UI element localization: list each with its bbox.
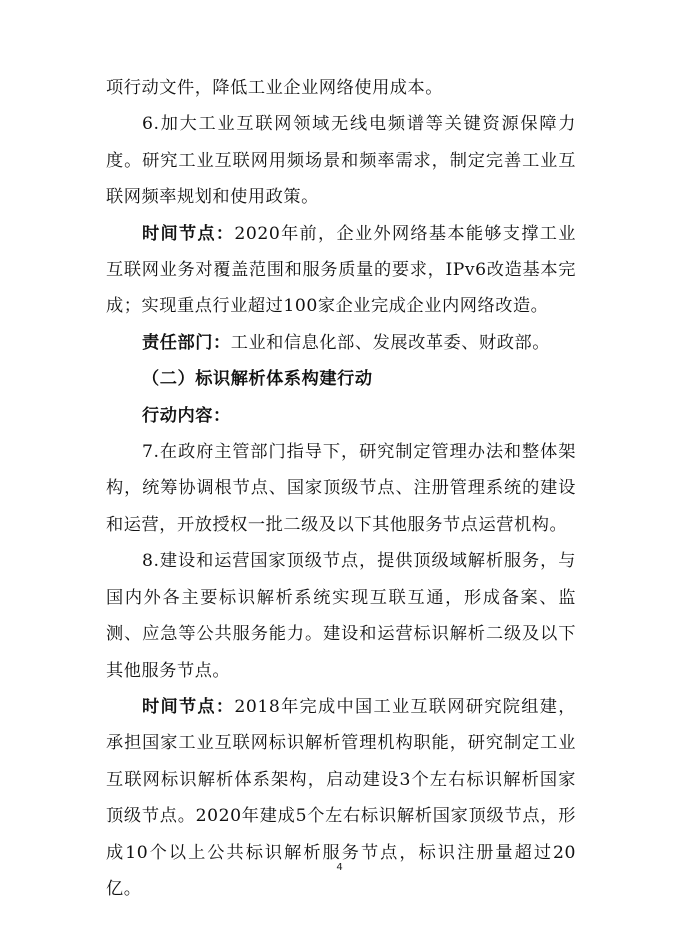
paragraph-item-6: 6.加大工业互联网领域无线电频谱等关键资源保障力度。研究工业互联网用频场景和频率需求，制定完善工业互联网频率规划和使用政策。 <box>106 114 576 208</box>
timeline-label: 时间节点： <box>142 696 235 717</box>
section-heading: （二）标识解析体系构建行动 <box>142 369 373 390</box>
page-number: 4 <box>336 862 343 873</box>
subsection-heading: 行动内容： <box>142 405 231 426</box>
paragraph-item-8: 8.建设和运营国家顶级节点，提供顶级域解析服务，与国内外各主要标识解析系统实现互联互通，形成备案、监测、应急等公共服务能力。建设和运营标识解析二级及以下其他服务节点。 <box>106 551 576 681</box>
timeline-label: 时间节点： <box>142 223 235 244</box>
timeline-text: 2018年完成中国工业互联网研究院组建，承担国家工业互联网标识解析管理机构职能，研究制定工业互联网标识解析体系架构，启动建设3个左右标识解析国家顶级节点。2020年建成5个左右标识解析国家顶级节点，形成10个以上公共标识解析服务节点，标识注册量超过20亿。 <box>106 696 576 899</box>
paragraph-item-7: 7.在政府主管部门指导下，研究制定管理办法和整体架构，统筹协调根节点、国家顶级节点、注册管理系统的建设和运营，开放授权一批二级及以下其他服务节点运营机构。 <box>106 442 576 535</box>
responsible-text: 工业和信息化部、发展改革委、财政部。 <box>230 332 550 353</box>
paragraph-continuation: 项行动文件，降低工业企业网络使用成本。 <box>106 78 444 98</box>
paragraph-timeline-2 <box>106 689 576 907</box>
paragraph-responsible-dept <box>106 325 576 361</box>
responsible-label: 责任部门： <box>142 332 231 353</box>
paragraph-timeline-1 <box>106 216 576 325</box>
timeline-text: 2020年前，企业外网络基本能够支撑工业互联网业务对覆盖范围和服务质量的要求，IPv6改造基本完成；实现重点行业超过100家企业完成企业内网络改造。 <box>106 223 576 317</box>
document-body <box>106 70 576 907</box>
